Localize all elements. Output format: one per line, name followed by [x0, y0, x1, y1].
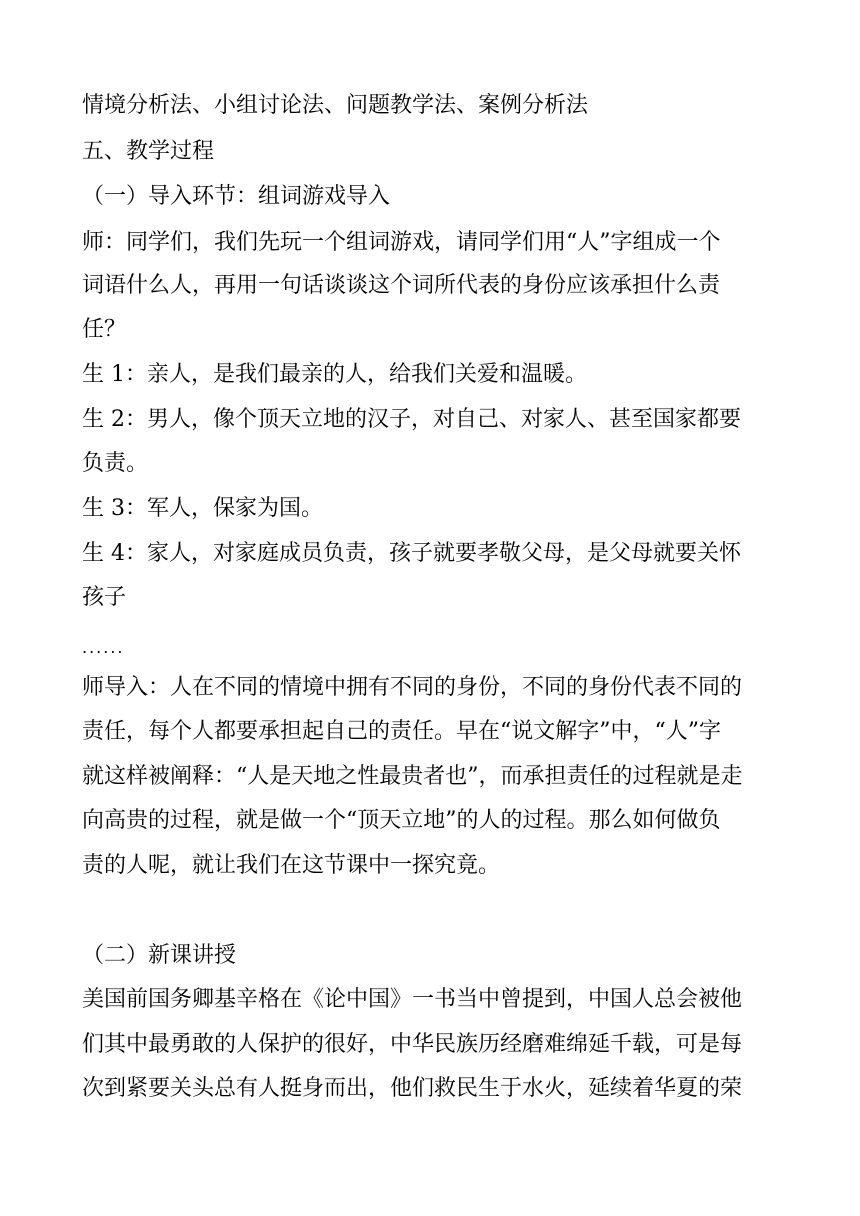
paragraph-line: 就这样被阐释：“人是天地之性最贵者也”，而承担责任的过程就是走	[82, 764, 743, 789]
paragraph-line: 任？	[82, 317, 127, 342]
teaching-methods-line: 情境分析法、小组讨论法、问题教学法、案例分析法	[82, 93, 589, 118]
student-answer-2: 生 2：男人，像个顶天立地的汉子，对自己、对家人、甚至国家都要	[82, 407, 741, 432]
paragraph-line: 次到紧要关头总有人挺身而出，他们救民生于水火，延续着华夏的荣	[82, 1076, 743, 1101]
student-answer-4-cont: 孩子	[82, 585, 127, 610]
paragraph-line: 词语什么人，再用一句话谈谈这个词所代表的身份应该承担什么责	[82, 273, 721, 298]
section-heading-teaching-process: 五、教学过程	[82, 139, 215, 164]
paragraph-line: 向高贵的过程，就是做一个“顶天立地”的人的过程。那么如何做负	[82, 808, 721, 833]
subsection-heading-intro: （一）导入环节：组词游戏导入	[82, 184, 391, 209]
student-answer-2-cont: 负责。	[82, 451, 149, 476]
paragraph-line: 责任，每个人都要承担起自己的责任。早在“说文解字”中，“人”字	[82, 719, 721, 744]
student-answer-4: 生 4：家人，对家庭成员负责，孩子就要孝敬父母，是父母就要关怀	[82, 541, 741, 566]
paragraph-line: 美国前国务卿基辛格在《论中国》一书当中曾提到，中国人总会被他	[82, 987, 743, 1012]
student-answer-1: 生 1：亲人，是我们最亲的人，给我们关爱和温暖。	[82, 362, 587, 387]
teacher-intro-line: 师导入：人在不同的情境中拥有不同的身份，不同的身份代表不同的	[82, 675, 743, 700]
ellipsis-dots: ......	[82, 638, 125, 657]
subsection-heading-new-lesson: （二）新课讲授	[82, 943, 237, 968]
paragraph-line: 责的人呢，就让我们在这节课中一探究竟。	[82, 853, 501, 878]
paragraph-line: 们其中最勇敢的人保护的很好，中华民族历经磨难绵延千载，可是每	[82, 1032, 743, 1057]
paragraph-line: 师：同学们，我们先玩一个组词游戏，请同学们用“人”字组成一个	[82, 230, 721, 255]
student-answer-3: 生 3：军人，保家为国。	[82, 496, 323, 521]
